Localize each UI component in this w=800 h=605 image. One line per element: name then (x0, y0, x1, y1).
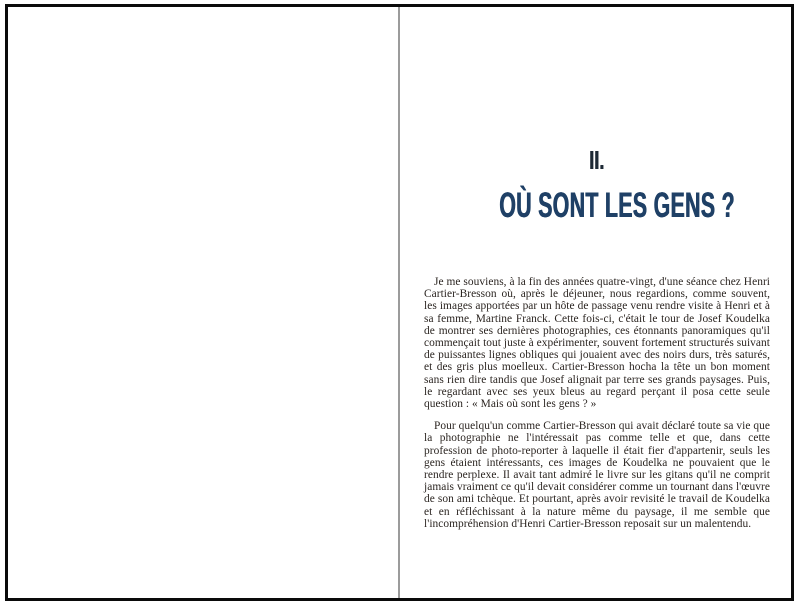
spread-frame (5, 4, 794, 601)
paragraph-2: Pour quelqu'un comme Cartier-Bresson qui avait déclaré toute sa vie que la photographie ne l'intéressait pas comme telle et que, dans cette profession de photo-reporter à laquelle il était fier d'appartenir, seuls les gens étaient intéressants, ces images de Koudelka ne pouvaient que le rendre perplexe. Il avait tant admiré le livre sur les gitans qu'il ne comprit jamais vraiment ce qu'il devait considérer comme un tournant dans l'œuvre de son ami tchèque. Et pourtant, après avoir revisité le travail de Koudelka et en réfléchissant à la nature même du paysage, il me semble que l'incompréhension d'Henri Cartier-Bresson reposait sur un malentendu. (424, 420, 770, 530)
paragraph-1: Je me souviens, à la fin des années quatre-vingt, d'une séance chez Henri Cartier-Bresson où, après le déjeuner, nous regardions, comme souvent, les images apportées par un hôte de passage venu rendre visite à Henri et à sa femme, Martine Franck. Cette fois-ci, c'était le tour de Josef Koudelka de montrer ses dernières photographies, ces étonnants panoramiques qu'il commençait tout juste à expérimenter, souvent fortement structurés suivant de puissantes lignes obliques qui jouaient avec des noirs durs, très saturés, et des gris plus moelleux. Cartier-Bresson hocha la tête un bon moment sans rien dire tandis que Josef alignait par terre ses grands paysages. Puis, le regardant avec ses yeux bleus au regard perçant il posa cette seule question : « Mais où sont les gens ? » (424, 276, 770, 411)
chapter-title-block (424, 186, 770, 233)
chapter-number-block (424, 147, 770, 178)
right-page (400, 7, 791, 598)
left-page-blank (8, 7, 398, 598)
chapter-number: II. (589, 145, 605, 175)
body-text-block (424, 276, 770, 530)
chapter-title: OÙ SONT LES GENS ? (499, 186, 735, 225)
